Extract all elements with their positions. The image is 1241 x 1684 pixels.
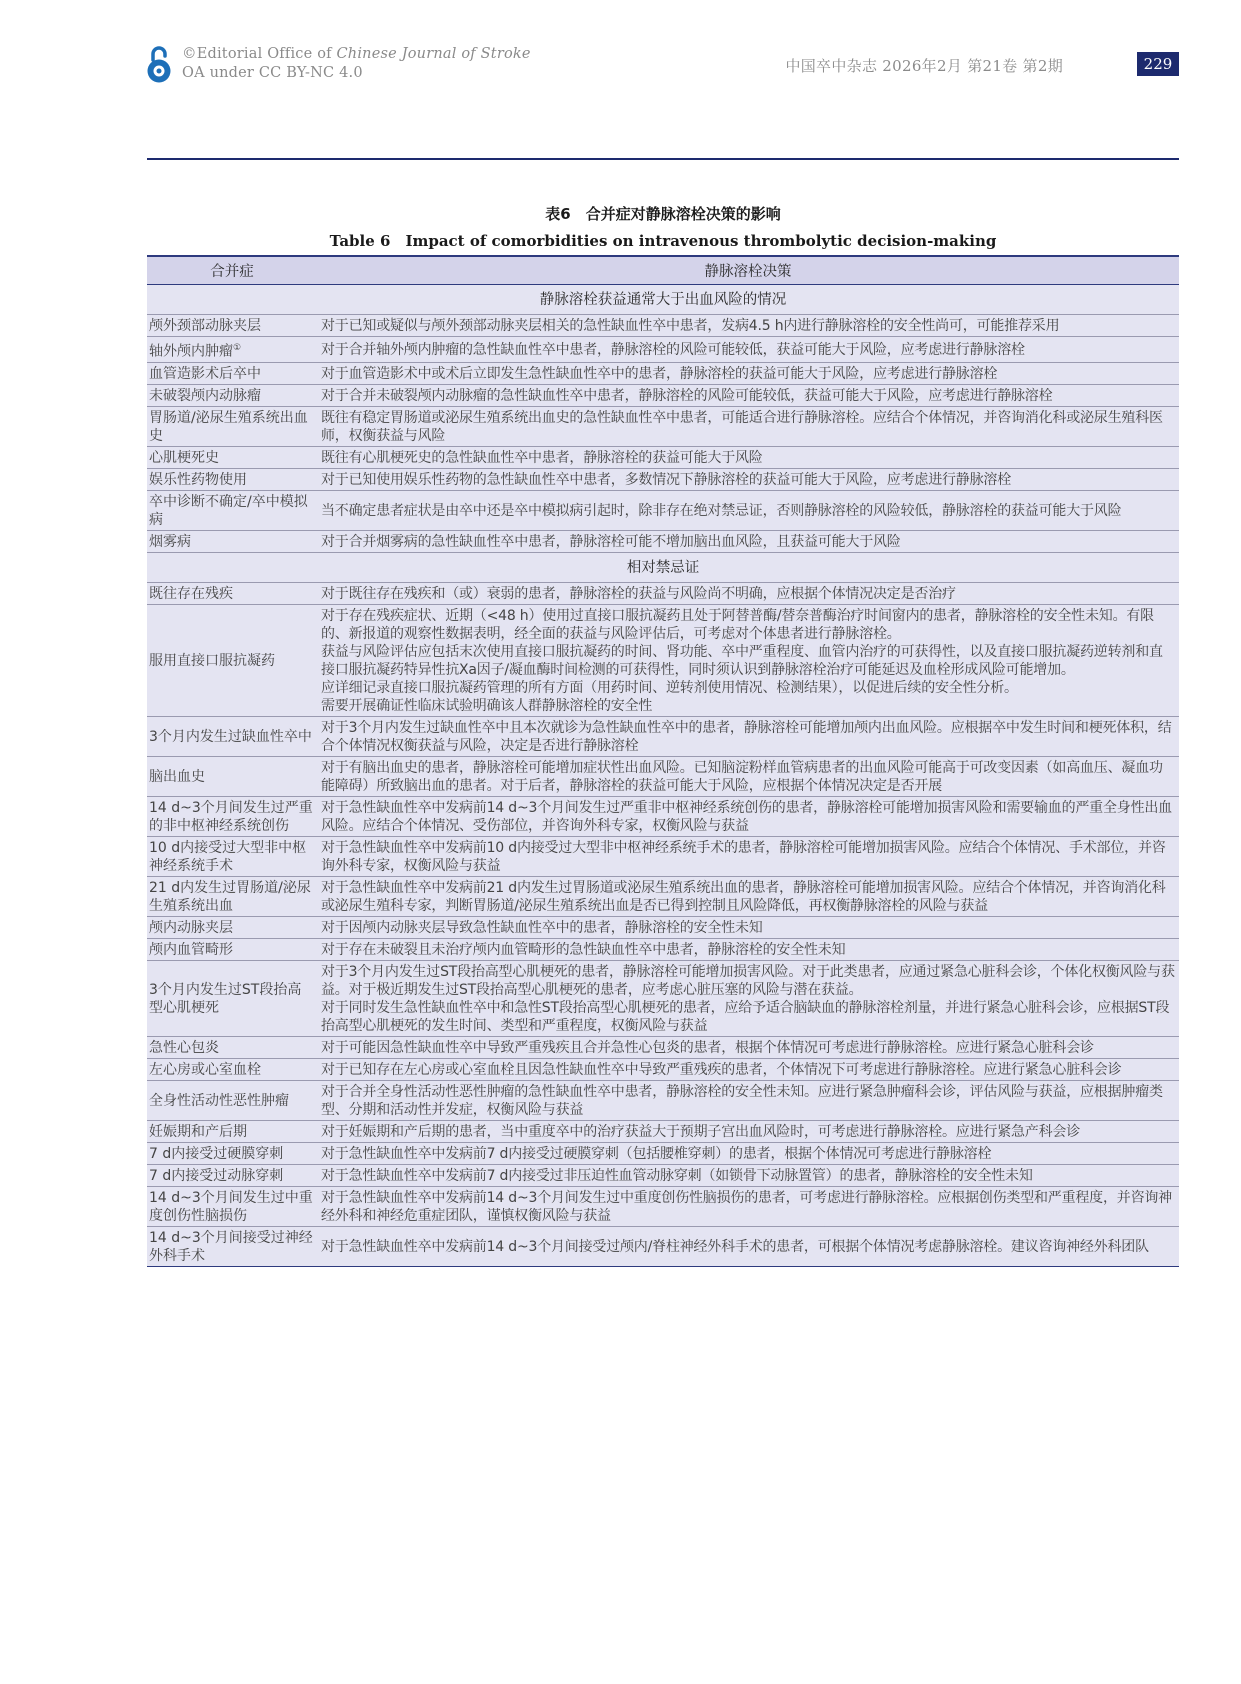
condition-cell — [147, 876, 317, 916]
table-row — [147, 490, 1179, 530]
decision-cell — [317, 406, 1179, 446]
copyright-prefix: ©Editorial Office of — [182, 46, 337, 62]
table-row — [147, 604, 1179, 716]
table-row — [147, 916, 1179, 938]
condition-cell — [147, 1080, 317, 1120]
decision-cell — [317, 836, 1179, 876]
decision-text: 需要开展确证性临床试验明确该人群静脉溶栓的安全性 — [321, 697, 653, 714]
decision-cell — [317, 582, 1179, 604]
decision-text: 对于已知存在左心房或心室血栓且因急性缺血性卒中导致严重残疾的患者，个体情况下可考虑进行静脉溶栓。应进行紧急心脏科会诊 — [321, 1061, 1122, 1078]
decision-text: 对于同时发生急性缺血性卒中和急性ST段抬高型心肌梗死的患者，应给予适合脑缺血的静脉溶栓剂量，并进行紧急心脏科会诊，应根据ST段抬高型心肌梗死的发生时间、类型和严重程度，权衡风险与获益 — [321, 999, 1170, 1034]
table-row — [147, 1080, 1179, 1120]
table-header-row — [147, 256, 1179, 285]
decision-text: 应详细记录直接口服抗凝药管理的所有方面（用药时间、逆转剂使用情况、检测结果），以促进后续的安全性分析。 — [321, 679, 1018, 696]
decision-cell — [317, 716, 1179, 756]
table-row — [147, 836, 1179, 876]
condition-text: 7 d内接受过硬膜穿刺 — [149, 1145, 284, 1162]
decision-cell — [317, 337, 1179, 363]
decision-text: 对于既往存在残疾和（或）衰弱的患者，静脉溶栓的获益与风险尚不明确，应根据个体情况决定是否治疗 — [321, 585, 956, 602]
condition-text: 全身性活动性恶性肿瘤 — [149, 1092, 289, 1109]
table-row — [147, 1036, 1179, 1058]
condition-cell — [147, 1164, 317, 1186]
condition-text: 21 d内发生过胃肠道/泌尿生殖系统出血 — [149, 879, 311, 914]
condition-text: 脑出血史 — [149, 768, 205, 785]
condition-text: 3个月内发生过ST段抬高型心肌梗死 — [149, 981, 302, 1016]
decision-cell — [317, 960, 1179, 1036]
condition-text: 娱乐性药物使用 — [149, 471, 247, 488]
table-title-cn: 表6 合并症对静脉溶栓决策的影响 — [545, 205, 781, 223]
decision-text: 对于已知使用娱乐性药物的急性缺血性卒中患者，多数情况下静脉溶栓的获益可能大于风险，应考虑进行静脉溶栓 — [321, 471, 1011, 488]
condition-text: 烟雾病 — [149, 533, 191, 550]
condition-cell — [147, 384, 317, 406]
decision-cell — [317, 362, 1179, 384]
license-text: OA under CC BY-NC 4.0 — [182, 65, 363, 81]
decision-cell — [317, 490, 1179, 530]
table-row — [147, 384, 1179, 406]
decision-text: 对于已知或疑似与颅外颈部动脉夹层相关的急性缺血性卒中患者，发病4.5 h内进行静脉溶栓的安全性尚可，可能推荐采用 — [321, 318, 1060, 334]
decision-cell — [317, 384, 1179, 406]
condition-text: 轴外颅内肿瘤 — [149, 343, 233, 360]
decision-cell — [317, 468, 1179, 490]
decision-text: 对于存在未破裂且未治疗颅内血管畸形的急性缺血性卒中患者，静脉溶栓的安全性未知 — [321, 941, 846, 958]
table-row — [147, 468, 1179, 490]
condition-text: 既往存在残疾 — [149, 585, 233, 602]
decision-cell — [317, 916, 1179, 938]
condition-text: 急性心包炎 — [149, 1039, 219, 1056]
decision-text: 对于急性缺血性卒中发病前7 d内接受过硬膜穿刺（包括腰椎穿刺）的患者，根据个体情况可考虑进行静脉溶栓 — [321, 1145, 992, 1162]
decision-text: 对于急性缺血性卒中发病前21 d内发生过胃肠道或泌尿生殖系统出血的患者，静脉溶栓可能增加损害风险。应结合个体情况，并咨询消化科或泌尿生殖科专家，判断胃肠道/泌尿生殖系统出血是否已得到控制且风险降低，再权衡静脉溶栓的风险与获益 — [321, 879, 1166, 914]
decision-text: 对于急性缺血性卒中发病前7 d内接受过非压迫性血管动脉穿刺（如锁骨下动脉置管）的患者，静脉溶栓的安全性未知 — [321, 1167, 1033, 1184]
decision-cell — [317, 1036, 1179, 1058]
decision-text: 对于急性缺血性卒中发病前14 d~3个月间接受过颅内/脊柱神经外科手术的患者，可根据个体情况考虑静脉溶栓。建议咨询神经外科团队 — [321, 1238, 1149, 1255]
condition-text: 胃肠道/泌尿生殖系统出血史 — [149, 409, 308, 444]
condition-cell — [147, 1120, 317, 1142]
table-body — [147, 285, 1179, 1267]
decision-text: 对于妊娠期和产后期的患者，当中重度卒中的治疗获益大于预期子宫出血风险时，可考虑进行静脉溶栓。应进行紧急产科会诊 — [321, 1123, 1080, 1140]
decision-cell — [317, 1142, 1179, 1164]
condition-text: 颅内血管畸形 — [149, 941, 233, 958]
table-row — [147, 938, 1179, 960]
condition-text: 14 d~3个月间发生过中重度创伤性脑损伤 — [149, 1189, 313, 1224]
table-row — [147, 1058, 1179, 1080]
decision-text: 当不确定患者症状是由卒中还是卒中模拟病引起时，除非存在绝对禁忌证，否则静脉溶栓的风险较低，静脉溶栓的获益可能大于风险 — [321, 502, 1122, 519]
condition-cell — [147, 468, 317, 490]
condition-cell — [147, 960, 317, 1036]
table-row — [147, 1164, 1179, 1186]
decision-cell — [317, 315, 1179, 337]
section-row-relative-contraindications — [147, 552, 1179, 582]
condition-text: 卒中诊断不确定/卒中模拟病 — [149, 493, 308, 528]
condition-cell — [147, 1142, 317, 1164]
condition-text: 左心房或心室血栓 — [149, 1061, 261, 1078]
copyright-notice — [182, 45, 531, 83]
condition-cell — [147, 446, 317, 468]
decision-cell — [317, 1226, 1179, 1266]
condition-cell — [147, 1058, 317, 1080]
decision-text: 对于急性缺血性卒中发病前10 d内接受过大型非中枢神经系统手术的患者，静脉溶栓可能增加损害风险。应结合个体情况、手术部位，并咨询外科专家，权衡风险与获益 — [321, 839, 1166, 874]
condition-text: 10 d内接受过大型非中枢神经系统手术 — [149, 839, 307, 874]
condition-cell — [147, 582, 317, 604]
decision-text: 既往有稳定胃肠道或泌尿生殖系统出血史的急性缺血性卒中患者，可能适合进行静脉溶栓。应结合个体情况，并咨询消化科或泌尿生殖科医师，权衡获益与风险 — [321, 409, 1163, 444]
decision-cell — [317, 938, 1179, 960]
condition-cell — [147, 1226, 317, 1266]
decision-cell — [317, 1058, 1179, 1080]
table-title-en: Table 6 Impact of comorbidities on intravenous thrombolytic decision-making — [329, 232, 997, 250]
section-title-benefit: 静脉溶栓获益通常大于出血风险的情况 — [147, 285, 1179, 315]
decision-text: 对于3个月内发生过ST段抬高型心肌梗死的患者，静脉溶栓可能增加损害风险。对于此类患者，应通过紧急心脏科会诊，个体化权衡风险与获益。对于极近期发生过ST段抬高型心肌梗死的患者，应考虑心脏压塞的风险与潜在获益。 — [321, 963, 1175, 998]
decision-text: 对于合并轴外颅内肿瘤的急性缺血性卒中患者，静脉溶栓的风险可能较低，获益可能大于风险，应考虑进行静脉溶栓 — [321, 341, 1025, 358]
section-row-benefit — [147, 285, 1179, 315]
table-caption — [147, 203, 1179, 252]
condition-text: 颅外颈部动脉夹层 — [149, 318, 261, 334]
decision-text: 获益与风险评估应包括末次使用直接口服抗凝药的时间、肾功能、卒中严重程度、血管内治疗的可获得性，以及直接口服抗凝药逆转剂和直接口服抗凝药特异性抗Ⅹa因子/凝血酶时间检测的可获得性，同时须认识到静脉溶栓治疗可能延迟及血栓形成风险可能增加。 — [321, 643, 1163, 678]
condition-cell — [147, 916, 317, 938]
footnote-marker: ① — [233, 343, 242, 353]
table-row — [147, 876, 1179, 916]
condition-text: 7 d内接受过动脉穿刺 — [149, 1167, 284, 1184]
decision-cell — [317, 1164, 1179, 1186]
condition-text: 14 d~3个月间接受过神经外科手术 — [149, 1229, 313, 1264]
decision-text: 对于合并全身性活动性恶性肿瘤的急性缺血性卒中患者，静脉溶栓的安全性未知。应进行紧急肿瘤科会诊，评估风险与获益，应根据肿瘤类型、分期和活动性并发症，权衡风险与获益 — [321, 1083, 1163, 1118]
decision-text: 对于可能因急性缺血性卒中导致严重残疾且合并急性心包炎的患者，根据个体情况可考虑进行静脉溶栓。应进行紧急心脏科会诊 — [321, 1039, 1094, 1056]
condition-cell — [147, 530, 317, 552]
journal-name: Chinese Journal of Stroke — [336, 46, 531, 62]
condition-cell — [147, 490, 317, 530]
decision-text: 对于血管造影术中或术后立即发生急性缺血性卒中的患者，静脉溶栓的获益可能大于风险，应考虑进行静脉溶栓 — [321, 365, 998, 382]
table-row — [147, 716, 1179, 756]
condition-cell — [147, 796, 317, 836]
decision-text: 对于急性缺血性卒中发病前14 d~3个月间发生过中重度创伤性脑损伤的患者，可考虑进行静脉溶栓。应根据创伤类型和严重程度，并咨询神经外科和神经危重症团队，谨慎权衡风险与获益 — [321, 1189, 1172, 1224]
decision-cell — [317, 876, 1179, 916]
condition-cell — [147, 1186, 317, 1226]
condition-cell — [147, 362, 317, 384]
decision-text: 对于合并未破裂颅内动脉瘤的急性缺血性卒中患者，静脉溶栓的风险可能较低，获益可能大于风险，应考虑进行静脉溶栓 — [321, 387, 1053, 404]
condition-cell — [147, 836, 317, 876]
decision-cell — [317, 756, 1179, 796]
decision-cell — [317, 604, 1179, 716]
condition-cell — [147, 315, 317, 337]
condition-text: 3个月内发生过缺血性卒中 — [149, 728, 312, 745]
decision-text: 对于急性缺血性卒中发病前14 d~3个月间发生过严重非中枢神经系统创伤的患者，静脉溶栓可能增加损害风险和需要输血的严重全身性出血风险。应结合个体情况、受伤部位，并咨询外科专家，权衡风险与获益 — [321, 799, 1172, 834]
condition-text: 妊娠期和产后期 — [149, 1123, 247, 1140]
table-row — [147, 315, 1179, 337]
table-row — [147, 406, 1179, 446]
decision-text: 对于3个月内发生过缺血性卒中且本次就诊为急性缺血性卒中的患者，静脉溶栓可能增加颅内出血风险。应根据卒中发生时间和梗死体积，结合个体情况权衡获益与风险，决定是否进行静脉溶栓 — [321, 719, 1172, 754]
column-header-decision: 静脉溶栓决策 — [317, 256, 1179, 285]
condition-text: 未破裂颅内动脉瘤 — [149, 387, 261, 404]
condition-cell — [147, 406, 317, 446]
condition-cell — [147, 1036, 317, 1058]
journal-issue-info: 中国卒中杂志 2026年2月 第21卷 第2期 — [785, 57, 1063, 75]
comorbidity-table — [147, 255, 1179, 1267]
section-title-relative-contraindications: 相对禁忌证 — [147, 552, 1179, 582]
header-divider — [147, 158, 1179, 160]
condition-text: 心肌梗死史 — [149, 449, 219, 466]
table-row — [147, 337, 1179, 363]
condition-text: 血管造影术后卒中 — [149, 365, 261, 382]
decision-text: 对于合并烟雾病的急性缺血性卒中患者，静脉溶栓可能不增加脑出血风险，且获益可能大于风险 — [321, 533, 901, 550]
decision-cell — [317, 1080, 1179, 1120]
column-header-condition: 合并症 — [147, 256, 317, 285]
table-row — [147, 960, 1179, 1036]
table-row — [147, 756, 1179, 796]
condition-text: 颅内动脉夹层 — [149, 919, 233, 936]
condition-cell — [147, 604, 317, 716]
decision-cell — [317, 1186, 1179, 1226]
decision-text: 对于有脑出血史的患者，静脉溶栓可能增加症状性出血风险。已知脑淀粉样血管病患者的出血风险可能高于可改变因素（如高血压、凝血功能障碍）所致脑出血的患者。对于后者，静脉溶栓的获益可能大于风险，应根据个体情况决定是否开展 — [321, 759, 1163, 794]
table-row — [147, 1142, 1179, 1164]
table-row — [147, 1120, 1179, 1142]
decision-cell — [317, 446, 1179, 468]
condition-cell — [147, 938, 317, 960]
decision-text: 既往有心肌梗死史的急性缺血性卒中患者，静脉溶栓的获益可能大于风险 — [321, 449, 763, 466]
decision-cell — [317, 1120, 1179, 1142]
condition-cell — [147, 337, 317, 363]
table-row — [147, 796, 1179, 836]
table-row — [147, 362, 1179, 384]
condition-cell — [147, 716, 317, 756]
table-row — [147, 530, 1179, 552]
open-access-lock-icon — [144, 44, 174, 84]
table-row — [147, 446, 1179, 468]
table-row — [147, 582, 1179, 604]
table-row — [147, 1226, 1179, 1266]
decision-cell — [317, 796, 1179, 836]
decision-text: 对于因颅内动脉夹层导致急性缺血性卒中的患者，静脉溶栓的安全性未知 — [321, 919, 763, 936]
decision-cell — [317, 530, 1179, 552]
decision-text: 对于存在残疾症状、近期（<48 h）使用过直接口服抗凝药且处于阿替普酶/替奈普酶治疗时间窗内的患者，静脉溶栓的安全性未知。有限的、新报道的观察性数据表明，经全面的获益与风险评估后，可考虑对个体患者进行静脉溶栓。 — [321, 607, 1154, 642]
condition-cell — [147, 756, 317, 796]
page-number: 229 — [1137, 52, 1179, 76]
page-header — [0, 0, 1241, 165]
condition-text: 14 d~3个月间发生过严重的非中枢神经系统创伤 — [149, 799, 313, 834]
condition-text: 服用直接口服抗凝药 — [149, 652, 275, 669]
table-row — [147, 1186, 1179, 1226]
